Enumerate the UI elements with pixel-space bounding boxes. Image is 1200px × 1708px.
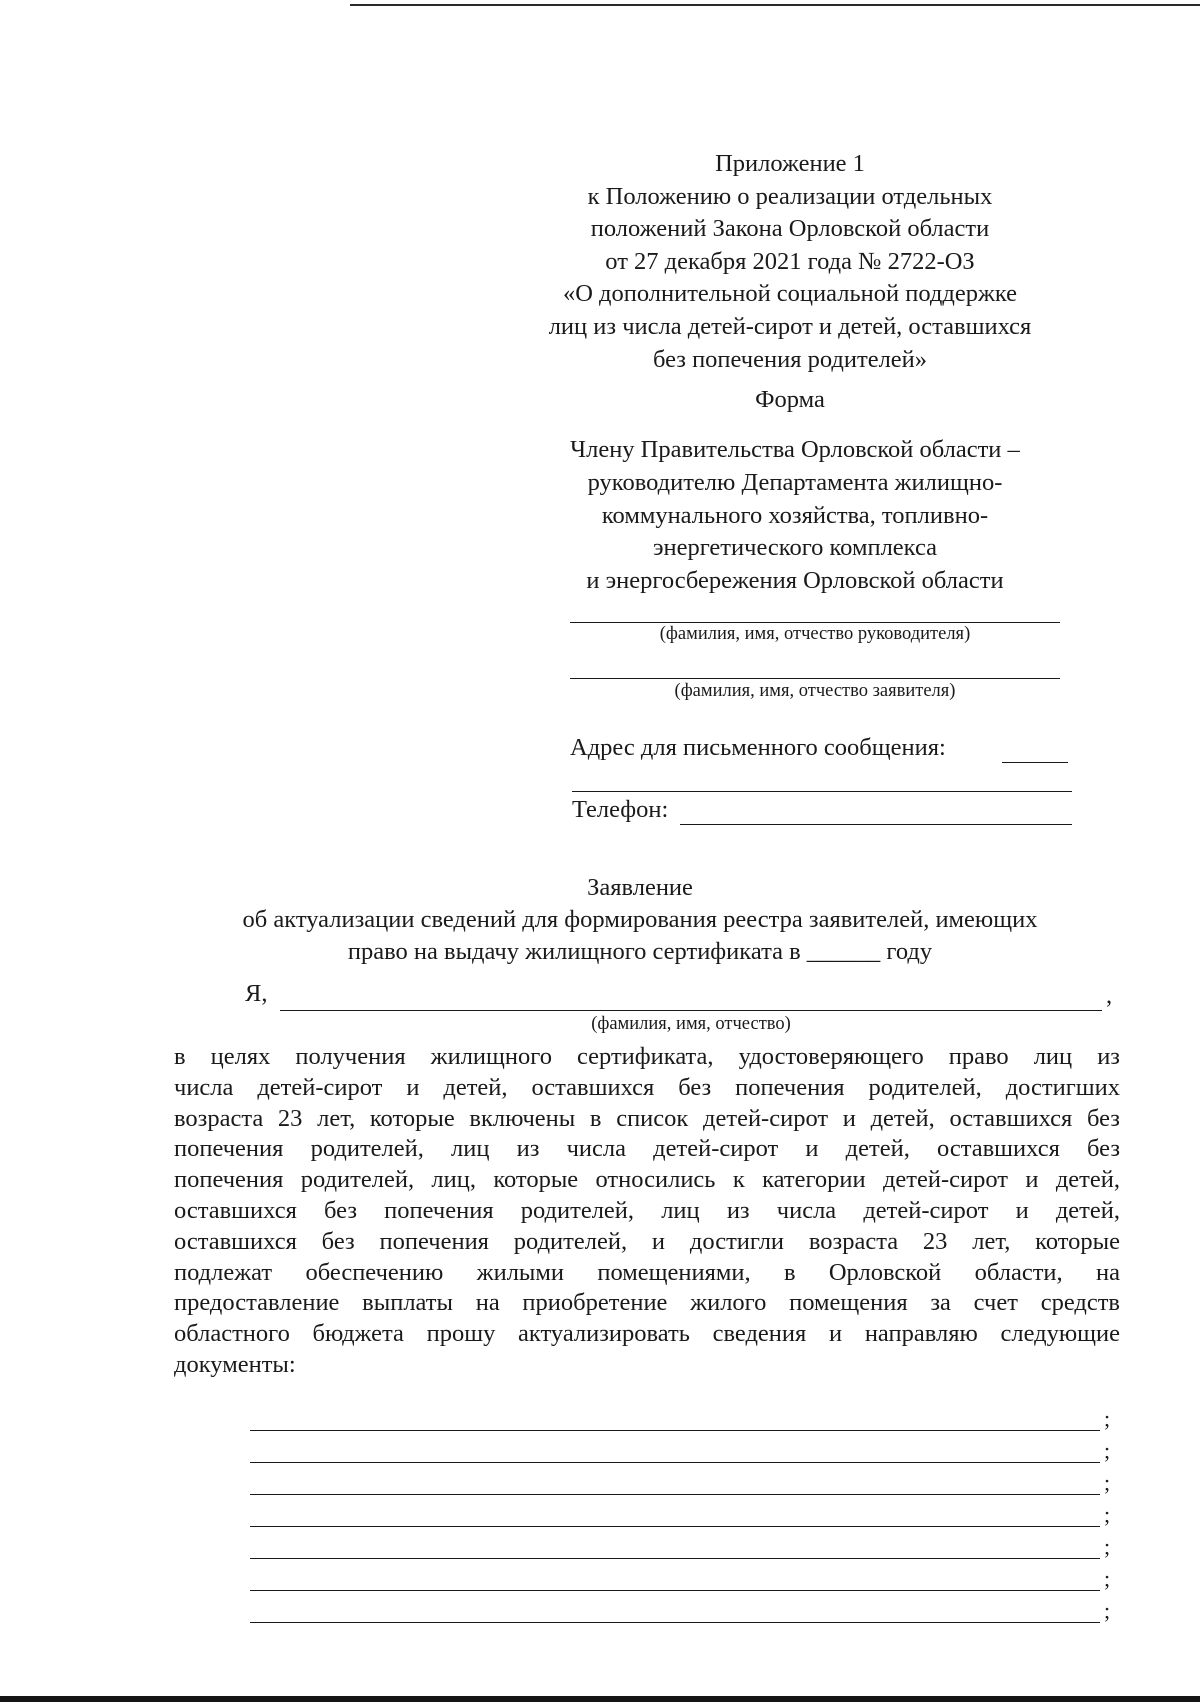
- statement-subtitle: право на выдачу жилищного сертификата в ______ году: [347, 938, 933, 965]
- body-line: попечения родителей, лиц из числа детей-сирот и детей, оставшихся без: [174, 1135, 1120, 1163]
- document-line-separator: ;: [1104, 1470, 1111, 1495]
- form-label: Форма: [755, 386, 825, 413]
- document-line-6[interactable]: [250, 1590, 1100, 1591]
- addressee-line: коммунального хозяйства, топливно-: [601, 501, 989, 529]
- addressee-line: энергетического комплекса: [652, 534, 938, 562]
- address-label: Адрес для письменного сообщения:: [570, 734, 946, 761]
- document-line-separator: ;: [1104, 1534, 1111, 1559]
- document-line-separator: ;: [1104, 1502, 1111, 1527]
- appendix-line: к Положению о реализации отдельных: [587, 182, 993, 210]
- body-line: оставшихся без попечения родителей, и достигли возраста 23 лет, которые: [174, 1227, 1120, 1255]
- body-line: попечения родителей, лиц, которые относились к категории детей-сирот и детей,: [174, 1166, 1120, 1194]
- appendix-header: [500, 148, 1080, 376]
- statement-title: Заявление: [587, 874, 693, 901]
- phone-field-line[interactable]: [680, 824, 1072, 825]
- body-line: возраста 23 лет, которые включены в список детей-сирот и детей, оставшихся без: [174, 1104, 1120, 1132]
- bottom-border-line: [0, 1696, 1200, 1702]
- appendix-line: положений Закона Орловской области: [590, 215, 990, 243]
- address-field-line-2[interactable]: [572, 791, 1072, 792]
- addressee-line: руководителю Департамента жилищно-: [587, 468, 1003, 496]
- addressee-block: [500, 434, 1090, 598]
- name-comma: ,: [1106, 982, 1113, 1009]
- appendix-line: лиц из числа детей-сирот и детей, оставшихся: [548, 312, 1032, 340]
- fullname-caption: (фамилия, имя, отчество): [591, 1014, 791, 1034]
- head-name-caption: (фамилия, имя, отчество руководителя): [659, 624, 971, 644]
- statement-subtitle: об актуализации сведений для формирования реестра заявителей, имеющих: [242, 906, 1038, 933]
- appendix-line: Приложение 1: [715, 150, 865, 177]
- ya-label: Я,: [245, 980, 268, 1007]
- body-line: подлежат обеспечению жилыми помещениями, в Орловской области, на: [174, 1258, 1120, 1286]
- body-line: областного бюджета прошу актуализировать сведения и направляю следующие: [174, 1320, 1120, 1348]
- addressee-line: и энергосбережения Орловской области: [586, 567, 1004, 595]
- document-line-2[interactable]: [250, 1462, 1100, 1463]
- document-line-separator: ;: [1104, 1566, 1111, 1591]
- body-line: документы:: [174, 1350, 296, 1378]
- document-line-4[interactable]: [250, 1526, 1100, 1527]
- applicant-fullname-line[interactable]: [280, 1010, 1102, 1011]
- address-field-line[interactable]: [1002, 762, 1068, 763]
- document-line-7[interactable]: [250, 1622, 1100, 1623]
- applicant-name-caption: (фамилия, имя, отчество заявителя): [674, 681, 956, 701]
- document-line-separator: ;: [1104, 1406, 1111, 1431]
- appendix-line: без попечения родителей»: [652, 345, 928, 373]
- document-line-1[interactable]: [250, 1430, 1100, 1431]
- document-line-separator: ;: [1104, 1438, 1111, 1463]
- body-line: оставшихся без попечения родителей, лиц из числа детей-сирот и детей,: [174, 1196, 1120, 1224]
- applicant-name-line[interactable]: [570, 678, 1060, 679]
- addressee-line: Члену Правительства Орловской области –: [570, 436, 1020, 463]
- body-line: числа детей-сирот и детей, оставшихся без попечения родителей, достигших: [174, 1073, 1120, 1101]
- appendix-line: «О дополнительной социальной поддержке: [562, 280, 1018, 308]
- document-line-5[interactable]: [250, 1558, 1100, 1559]
- document-line-separator: ;: [1104, 1598, 1111, 1623]
- head-name-line[interactable]: [570, 622, 1060, 623]
- body-line: предоставление выплаты на приобретение жилого помещения за счет средств: [174, 1289, 1120, 1317]
- body-line: в целях получения жилищного сертификата, удостоверяющего право лиц из: [174, 1043, 1120, 1070]
- top-border-line: [350, 4, 1200, 6]
- appendix-line: от 27 декабря 2021 года № 2722-ОЗ: [605, 247, 975, 275]
- statement-title-block: [160, 872, 1120, 968]
- statement-body: [174, 1042, 1120, 1381]
- phone-label: Телефон:: [572, 796, 669, 823]
- document-line-3[interactable]: [250, 1494, 1100, 1495]
